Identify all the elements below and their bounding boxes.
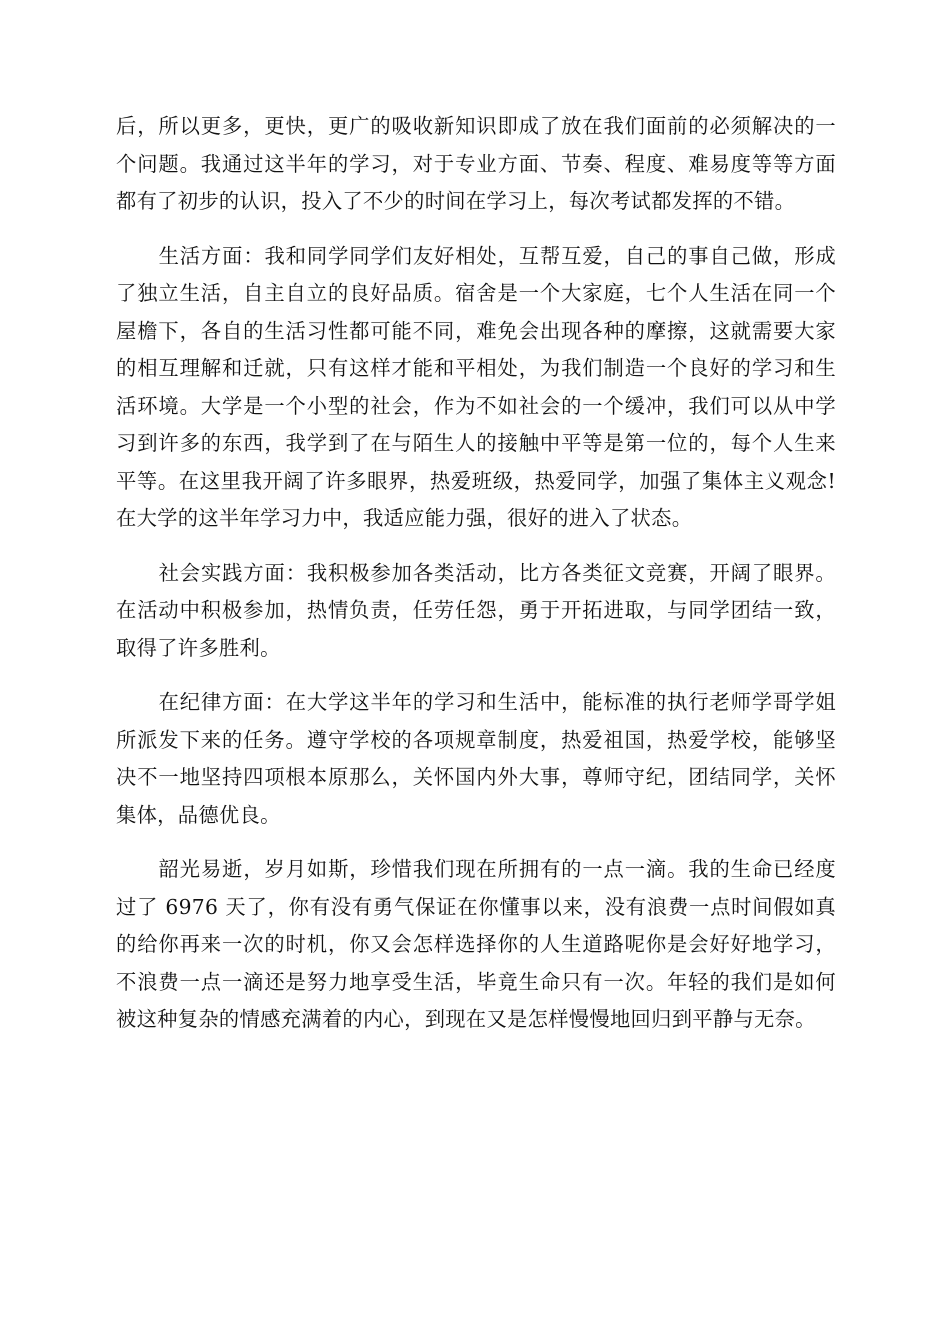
paragraph-life: 生活方面：我和同学同学们友好相处，互帮互爱，自己的事自己做，形成了独立生活，自主自立的良好品质。宿舍是一个大家庭，七个人生活在同一个屋檐下，各自的生活习性都可能不同，难免会出现各种的摩擦，这就需要大家的相互理解和迁就，只有这样才能和平相处，为我们制造一个良好的学习和生活环境。大学是一个小型的社会，作为不如社会的一个缓冲，我们可以从中学习到许多的东西，我学到了在与陌生人的接触中平等是第一位的，每个人生来平等。在这里我开阔了许多眼界，热爱班级，热爱同学，加强了集体主义观念!在大学的这半年学习力中，我适应能力强，很好的进入了状态。 <box>116 243 836 530</box>
paragraph-reflection: 韶光易逝，岁月如斯，珍惜我们现在所拥有的一点一滴。我的生命已经度过了 6976 天了，你有没有勇气保证在你懂事以来，没有浪费一点时间假如真的给你再来一次的时机，你又会怎样选择你的人生道路呢你是会好好地学习，不浪费一点一滴还是努力地享受生活，毕竟生命只有一次。年轻的我们是如何被这种复杂的情感充满着的内心，到现在又是怎样慢慢地回归到平静与无奈。 <box>116 857 836 1031</box>
paragraph-discipline: 在纪律方面：在大学这半年的学习和生活中，能标准的执行老师学哥学姐所派发下来的任务。遵守学校的各项规章制度，热爱祖国，热爱学校，能够坚决不一地坚持四项根本原那么，关怀国内外大事，尊师守纪，团结同学，关怀集体，品德优良。 <box>116 690 836 827</box>
paragraph-study-continued: 后，所以更多，更快，更广的吸收新知识即成了放在我们面前的必须解决的一个问题。我通过这半年的学习，对于专业方面、节奏、程度、难易度等等方面都有了初步的认识，投入了不少的时间在学习上，每次考试都发挥的不错。 <box>116 114 836 213</box>
document-body <box>116 108 836 1039</box>
paragraph-social-practice: 社会实践方面：我积极参加各类活动，比方各类征文竞赛，开阔了眼界。在活动中积极参加，热情负责，任劳任怨，勇于开拓进取，与同学团结一致，取得了许多胜利。 <box>116 560 836 660</box>
